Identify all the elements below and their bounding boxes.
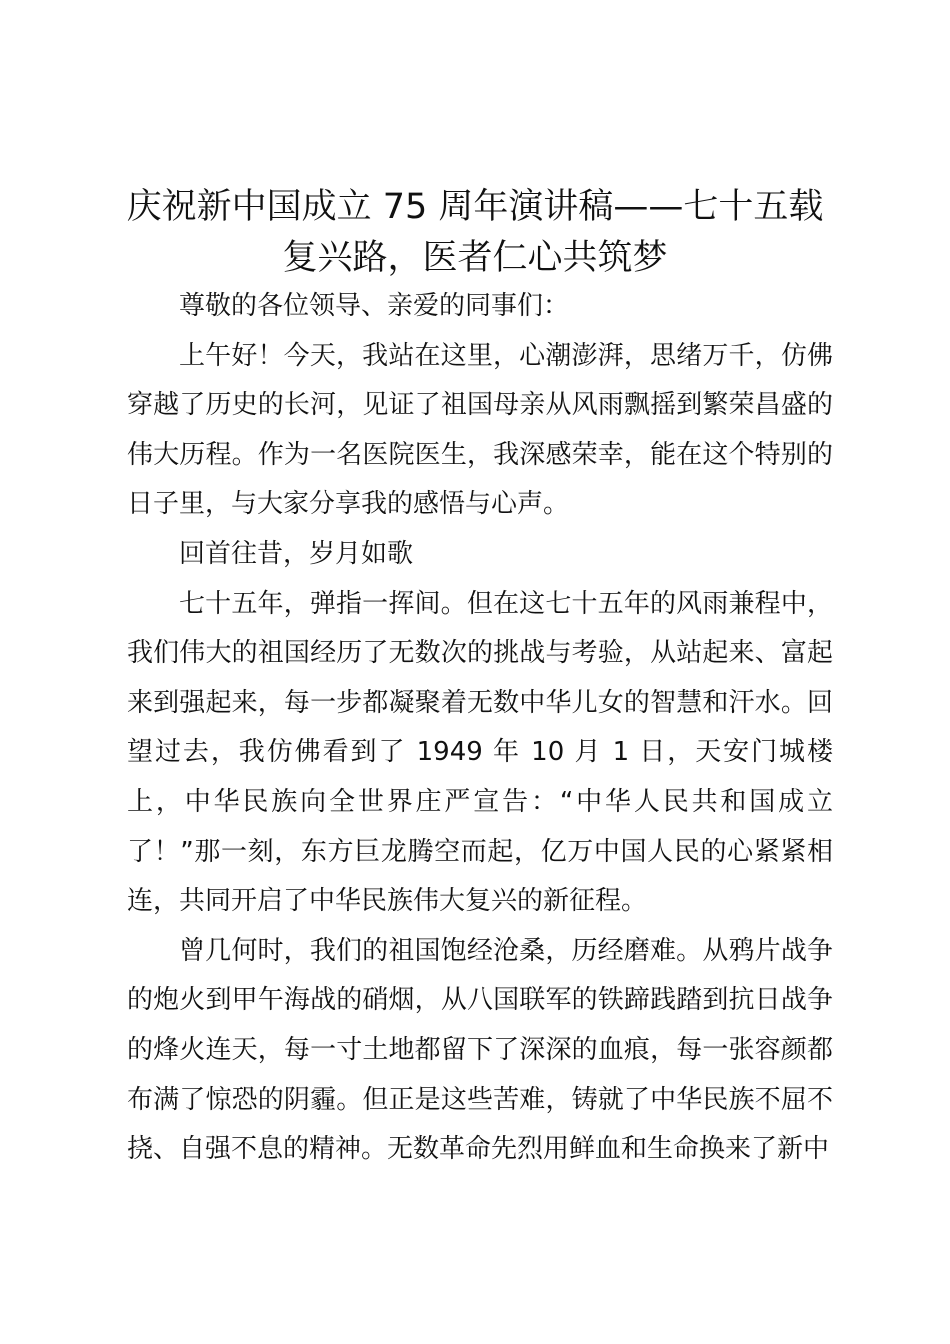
- title-line-2: 复兴路，医者仁心共筑梦: [282, 238, 668, 278]
- salutation-paragraph: 尊敬的各位领导、亲爱的同事们：: [179, 291, 570, 321]
- opening-paragraph: 上午好！今天，我站在这里，心潮澎湃，思绪万千，仿佛穿越了历史的长河，见证了祖国母亲从风雨飘摇到繁荣昌盛的伟大历程。作为一名医院医生，我深感荣幸，能在这个特别的日子里，与大家分享我的感悟与心声。: [127, 340, 833, 520]
- document-title: [110, 182, 840, 284]
- section-heading: 回首往昔，岁月如歌: [179, 538, 414, 569]
- document-body: [127, 282, 833, 1175]
- history-paragraph: 七十五年，弹指一挥间。但在这七十五年的风雨兼程中，我们伟大的祖国经历了无数次的挑战与考验，从站起来、富起来到强起来，每一步都凝聚着无数中华儿女的智慧和汗水。回望过去，我仿佛看到了 1949 年 10 月 1 日，天安门城楼上，中华民族向全世界庄严宣告：“中华人民共和国成立了！”那一刻，东方巨龙腾空而起，亿万中国人民的心紧紧相连，共同开启了中华民族伟大复兴的新征程。: [127, 588, 833, 917]
- title-line-1: 庆祝新中国成立 75 周年演讲稿——七十五载: [126, 187, 824, 227]
- hardship-paragraph: 曾几何时，我们的祖国饱经沧桑，历经磨难。从鸦片战争的炮火到甲午海战的硝烟，从八国联军的铁蹄践踏到抗日战争的烽火连天，每一寸土地都留下了深深的血痕，每一张容颜都布满了惊恐的阴霾。但正是这些苦难，铸就了中华民族不屈不挠、自强不息的精神。无数革命先烈用鲜血和生命换来了新中: [127, 935, 833, 1165]
